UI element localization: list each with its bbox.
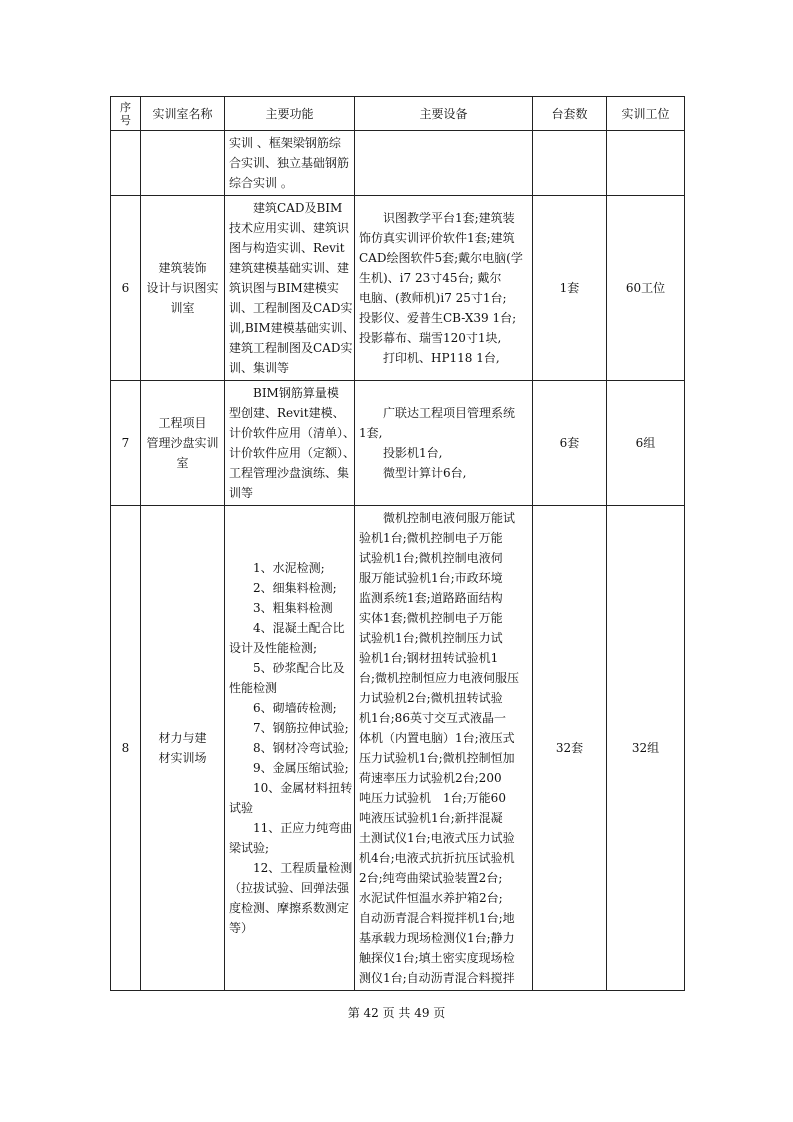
cell-function-line: （拉拔试验、回弹法强 — [229, 881, 350, 895]
cell-function-line: 梁试验; — [229, 841, 270, 855]
cell-function — [225, 196, 355, 381]
table-header-row — [111, 97, 685, 131]
cell-equipment-line: 投影幕布、瑞雪120寸1块, — [359, 331, 502, 345]
cell-equipment-line: 2台;纯弯曲梁试验装置2台; — [359, 871, 503, 885]
cell-function-line: 工程管理沙盘演练、集 — [229, 466, 350, 480]
cell-room-name-line: 训室 — [170, 301, 195, 315]
cell-function-line: 图与构造实训、Revit — [229, 241, 345, 255]
cell-equipment-line: 验机1台;微机控制电子万能 — [359, 531, 503, 545]
cell-equipment-line: 测仪1台;自动沥青混合料搅拌 — [359, 971, 515, 985]
cell-equipment — [355, 506, 533, 991]
cell-function-line: 性能检测 — [229, 681, 278, 695]
cell-equipment-line: 土测试仪1台;电液式压力试验 — [359, 831, 515, 845]
cell-equipment-line: 微型计算计6台, — [359, 466, 467, 480]
cell-equipment-line: 饰仿真实训评价软件1套;建筑 — [359, 231, 515, 245]
cell-sets — [533, 131, 607, 196]
cell-room-name-line: 材实训场 — [158, 751, 207, 765]
cell-function-line: 设计及性能检测; — [229, 641, 318, 655]
cell-stations — [607, 131, 685, 196]
cell-equipment-line: 生机)、i7 23寸45台; 戴尔 — [359, 271, 502, 285]
cell-function-line: 技术应用实训、建筑识 — [229, 221, 350, 235]
cell-room-name-line: 材力与建 — [158, 731, 207, 745]
page-footer: 第 42 页 共 49 页 — [347, 1006, 446, 1020]
cell-equipment-line: 基承载力现场检测仪1台;静力 — [359, 931, 515, 945]
cell-equipment-line: 吨压力试验机 1台;万能60 — [359, 791, 506, 805]
cell-equipment-line: 吨液压试验机1台;新拌混凝 — [359, 811, 503, 825]
cell-room-name — [141, 196, 225, 381]
cell-equipment-line: 1套, — [359, 426, 383, 440]
cell-function — [225, 506, 355, 991]
cell-no: 7 — [111, 381, 141, 506]
cell-room-name — [141, 506, 225, 991]
cell-equipment-line: 广联达工程项目管理系统 — [359, 406, 516, 420]
cell-function-line: 5、砂浆配合比及 — [229, 661, 345, 675]
cell-room-name — [141, 381, 225, 506]
table-row — [111, 196, 685, 381]
cell-function-line: 3、粗集料检测 — [229, 601, 333, 615]
cell-sets: 6套 — [533, 381, 607, 506]
cell-equipment-line: 荷速率压力试验机2台;200 — [359, 771, 502, 785]
cell-function-line: 合实训、独立基础钢筋 — [229, 156, 350, 170]
cell-equipment-line: 电脑、(教师机)i7 25寸1台; — [359, 291, 507, 305]
cell-equipment-line: 服万能试验机1台;市政环境 — [359, 571, 503, 585]
cell-equipment-line: 台;微机控制恒应力电液伺服压 — [359, 671, 520, 685]
cell-equipment-line: 压力试验机1台;微机控制恒加 — [359, 751, 515, 765]
cell-function-line: 度检测、摩擦系数测定 — [229, 901, 350, 915]
cell-equipment-line: 实体1套;微机控制电子万能 — [359, 611, 503, 625]
cell-room-name-line: 工程项目 — [158, 416, 207, 430]
cell-equipment-line: 监测系统1套;道路路面结构 — [359, 591, 503, 605]
cell-room-name-line: 管理沙盘实训 — [146, 436, 219, 450]
cell-equipment — [355, 381, 533, 506]
cell-function-line: 试验 — [229, 801, 254, 815]
cell-function-line: 建筑CAD及BIM — [229, 201, 343, 215]
cell-function-line: 等） — [229, 921, 254, 935]
cell-equipment-line: 水泥试件恒温水养护箱2台; — [359, 891, 503, 905]
cell-equipment-line: 触探仪1台;填土密实度现场检 — [359, 951, 515, 965]
cell-function-line: 10、金属材料扭转 — [229, 781, 353, 795]
cell-equipment — [355, 196, 533, 381]
cell-function-line: 建筑建模基础实训、建 — [229, 261, 350, 275]
cell-equipment-line: 力试验机2台;微机扭转试验 — [359, 691, 503, 705]
cell-function-line: 训,BIM建模基础实训、 — [229, 321, 355, 335]
cell-function — [225, 381, 355, 506]
cell-function-line: 训等 — [229, 486, 254, 500]
cell-function-line: 4、混凝土配合比 — [229, 621, 345, 635]
cell-function-line: 型创建、Revit建模、 — [229, 406, 345, 420]
cell-function-line: 9、金属压缩试验; — [229, 761, 349, 775]
cell-equipment-line: 机4台;电液式抗折抗压试验机 — [359, 851, 515, 865]
cell-function-line: 11、正应力纯弯曲 — [229, 821, 353, 835]
cell-room-name-line: 室 — [176, 456, 189, 470]
cell-function-line: 实训 、框架梁钢筋综 — [229, 136, 341, 150]
header-function: 主要功能 — [225, 97, 355, 131]
cell-function-line: 7、钢筋拉伸试验; — [229, 721, 349, 735]
cell-equipment-line: 试验机1台;微机控制电液伺 — [359, 551, 503, 565]
cell-stations: 32组 — [607, 506, 685, 991]
cell-equipment — [355, 131, 533, 196]
cell-function-line: 计价软件应用（清单）、 — [229, 426, 356, 440]
cell-equipment-line: 体机（内置电脑）1台;液压式 — [359, 731, 515, 745]
cell-equipment-line: 微机控制电液伺服万能试 — [359, 511, 516, 525]
cell-function-line: 建筑工程制图及CAD实 — [229, 341, 353, 355]
cell-function-line: BIM钢筋算量模 — [229, 386, 339, 400]
cell-equipment-line: 打印机、HP118 1台, — [359, 351, 500, 365]
cell-no: 6 — [111, 196, 141, 381]
facility-table — [110, 96, 685, 991]
cell-equipment-line: 机1台;86英寸交互式液晶一 — [359, 711, 506, 725]
cell-stations: 6组 — [607, 381, 685, 506]
cell-equipment-line: CAD绘图软件5套;戴尔电脑(学 — [359, 251, 523, 265]
cell-function-line: 综合实训 。 — [229, 176, 293, 190]
cell-equipment-line: 自动沥青混合料搅拌机1台;地 — [359, 911, 515, 925]
cell-function-line: 12、工程质量检测 — [229, 861, 353, 875]
cell-equipment-line: 投影机1台, — [359, 446, 443, 460]
cell-equipment-line: 识图教学平台1套;建筑装 — [359, 211, 515, 225]
header-equipment: 主要设备 — [355, 97, 533, 131]
cell-function-line: 2、细集料检测; — [229, 581, 337, 595]
cell-function — [225, 131, 355, 196]
header-sets: 台套数 — [533, 97, 607, 131]
table-row — [111, 131, 685, 196]
header-stations: 实训工位 — [607, 97, 685, 131]
cell-stations: 60工位 — [607, 196, 685, 381]
cell-function-line: 8、钢材冷弯试验; — [229, 741, 349, 755]
header-room-name: 实训室名称 — [141, 97, 225, 131]
cell-function-line: 训、工程制图及CAD实 — [229, 301, 353, 315]
cell-equipment-line: 试验机1台;微机控制压力试 — [359, 631, 503, 645]
cell-equipment-line: 验机1台;钢材扭转试验机1 — [359, 651, 499, 665]
table-row — [111, 381, 685, 506]
cell-room-name-line: 建筑装饰 — [158, 261, 207, 275]
header-no: 序 号 — [111, 97, 141, 131]
cell-room-name — [141, 131, 225, 196]
cell-function-line: 训、集训等 — [229, 361, 290, 375]
cell-function-line: 计价软件应用（定额）、 — [229, 446, 356, 460]
cell-no: 8 — [111, 506, 141, 991]
table-row — [111, 506, 685, 991]
cell-equipment-line: 投影仪、爱普生CB-X39 1台; — [359, 311, 517, 325]
cell-function-line: 筑识图与BIM建模实 — [229, 281, 339, 295]
cell-function-line: 1、水泥检测; — [229, 561, 325, 575]
cell-sets: 1套 — [533, 196, 607, 381]
cell-no — [111, 131, 141, 196]
cell-room-name-line: 设计与识图实 — [146, 281, 219, 295]
cell-function-line: 6、砌墙砖检测; — [229, 701, 337, 715]
cell-sets: 32套 — [533, 506, 607, 991]
